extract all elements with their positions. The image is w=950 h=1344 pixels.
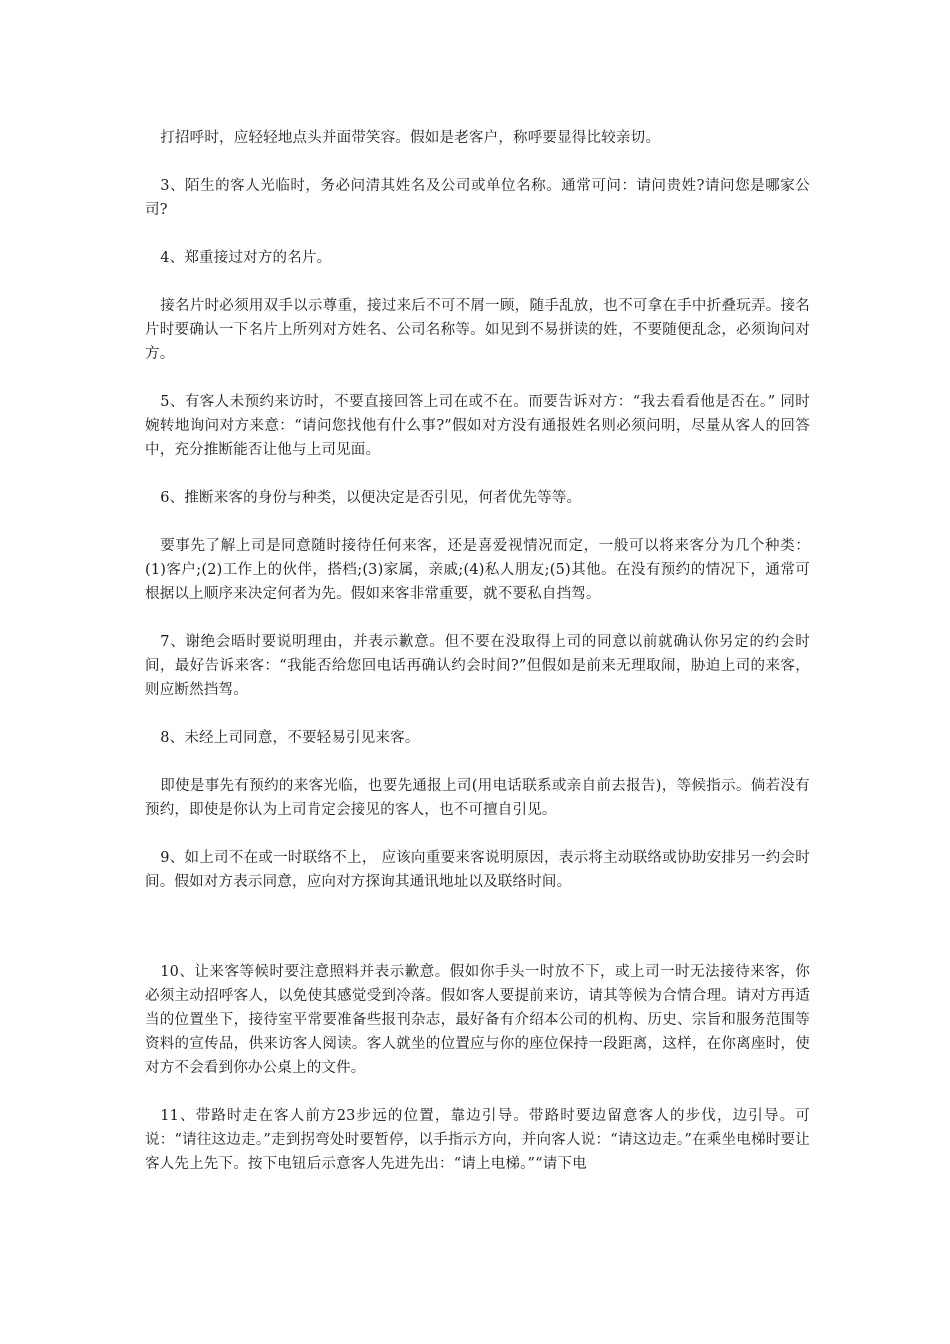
paragraph-gap [145,750,810,774]
paragraph-gap [145,606,810,630]
paragraph-gap [145,822,810,846]
section-gap [145,894,810,960]
paragraph-greeting: 打招呼时，应轻轻地点头并面带笑容。假如是老客户，称呼要显得比较亲切。 [160,130,661,146]
paragraph-gap [145,702,810,726]
paragraph-gap [145,150,810,174]
paragraph-item-6: 6、推断来客的身份与种类，以便决定是否引见，何者优先等等。 [160,490,582,506]
paragraph-gap [145,366,810,390]
paragraph-item-5: 5、有客人未预约来访时，不要直接回答上司在或不在。而要告诉对方：“我去看看他是否在。” 同时婉转地询问对方来意：“请问您找他有什么事?”假如对方没有通报姓名则必须问明，尽量从客人的回答中，充分推断能否让他与上司见面。 [145,394,810,458]
paragraph-item-10: 10、让来客等候时要注意照料并表示歉意。假如你手头一时放不下，或上司一时无法接待来客，你必须主动招呼客人，以免使其感觉受到冷落。假如客人要提前来访，请其等候为合情合理。请对方再适当的位置坐下，接待室平常要准备些报刊杂志，最好备有介绍本公司的机构、历史、宗旨和服务范围等资料的宣传品，供来访客人阅读。客人就坐的位置应与你的座位保持一段距离，这样，在你离座时，使对方不会看到你办公桌上的文件。 [145,964,810,1076]
paragraph-gap [145,510,810,534]
paragraph-item-4: 4、郑重接过对方的名片。 [160,250,332,266]
paragraph-gap [145,222,810,246]
paragraph-appointment: 即使是事先有预约的来客光临，也要先通报上司(用电话联系或亲自前去报告)，等候指示。倘若没有预约，即使是你认为上司肯定会接见的客人，也不可擅自引见。 [145,778,810,818]
paragraph-item-3: 3、陌生的客人光临时，务必问清其姓名及公司或单位名称。通常可问：请问贵姓?请问您是哪家公司? [145,178,810,218]
paragraph-business-card: 接名片时必须用双手以示尊重，接过来后不可不屑一顾，随手乱放，也不可拿在手中折叠玩弄。接名片时要确认一下名片上所列对方姓名、公司名称等。如见到不易拼读的姓，不要随便乱念，必须询问对方。 [145,298,810,362]
paragraph-gap [145,1080,810,1104]
paragraph-item-8: 8、未经上司同意，不要轻易引见来客。 [160,730,420,746]
paragraph-visitor-types: 要事先了解上司是同意随时接待任何来客，还是喜爱视情况而定，一般可以将来客分为几个种类：(1)客户;(2)工作上的伙伴，搭档;(3)家属，亲戚;(4)私人朋友;(5)其他。在没有预约的情况下，通常可根据以上顺序来决定何者为先。假如来客非常重要，就不要私自挡驾。 [145,538,810,602]
paragraph-gap [145,270,810,294]
paragraph-item-9: 9、如上司不在或一时联络不上， 应该向重要来客说明原因，表示将主动联络或协助安排另一约会时间。假如对方表示同意，应向对方探询其通讯地址以及联络时间。 [145,850,810,890]
paragraph-item-11: 11、带路时走在客人前方23步远的位置，靠边引导。带路时要边留意客人的步伐，边引导。可说：“请往这边走。”走到拐弯处时要暂停，以手指示方向，并向客人说：“请这边走。”在乘坐电梯时要让客人先上先下。按下电钮后示意客人先进先出：“请上电梯。”“请下电 [145,1108,810,1172]
document-body [145,126,810,1176]
paragraph-item-7: 7、谢绝会晤时要说明理由，并表示歉意。但不要在没取得上司的同意以前就确认你另定的约会时间，最好告诉来客：“我能否给您回电话再确认约会时间?”但假如是前来无理取闹，胁迫上司的来客，则应断然挡驾。 [145,634,810,698]
paragraph-gap [145,462,810,486]
